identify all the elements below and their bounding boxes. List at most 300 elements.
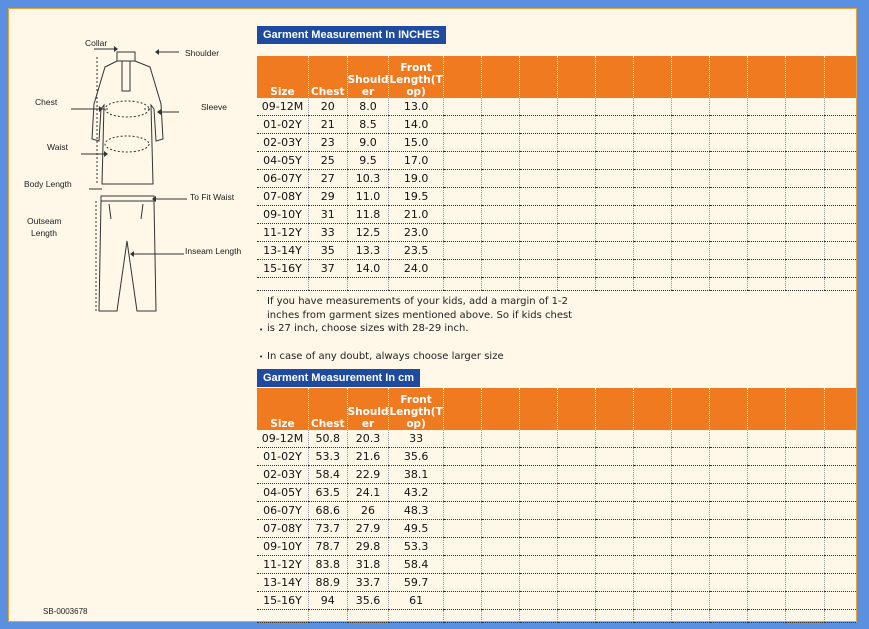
table-cell: 25 — [308, 152, 347, 170]
empty-cell — [786, 116, 824, 134]
empty-cell — [824, 448, 856, 466]
column-header: Size — [257, 56, 308, 98]
empty-cell — [519, 520, 557, 538]
empty-cell — [596, 206, 634, 224]
empty-cell — [519, 134, 557, 152]
table-cell: 21.0 — [389, 206, 443, 224]
empty-cell — [634, 188, 672, 206]
empty-cell — [824, 592, 856, 610]
empty-cell — [634, 610, 672, 623]
empty-cell — [710, 574, 748, 592]
table-cell: 14.0 — [389, 116, 443, 134]
bullet-icon: • — [259, 353, 264, 361]
empty-cell — [481, 610, 519, 623]
table-row — [257, 502, 856, 520]
empty-cell — [672, 188, 710, 206]
empty-cell — [557, 430, 595, 448]
empty-header-cell — [596, 388, 634, 430]
empty-cell — [672, 206, 710, 224]
empty-cell — [710, 116, 748, 134]
empty-cell — [519, 502, 557, 520]
empty-cell — [257, 278, 308, 291]
empty-cell — [557, 170, 595, 188]
empty-cell — [672, 170, 710, 188]
empty-header-cell — [519, 56, 557, 98]
table-row — [257, 448, 856, 466]
empty-cell — [672, 520, 710, 538]
empty-cell — [519, 278, 557, 291]
empty-header-cell — [710, 56, 748, 98]
empty-cell — [443, 610, 481, 623]
empty-cell — [748, 170, 786, 188]
table-cell: 06-07Y — [257, 170, 308, 188]
bullet-icon: • — [259, 326, 264, 334]
empty-cell — [481, 466, 519, 484]
empty-cell — [557, 98, 595, 116]
empty-cell — [481, 520, 519, 538]
garment-diagram — [9, 9, 259, 329]
empty-cell — [481, 206, 519, 224]
table-cell: 43.2 — [389, 484, 443, 502]
table-cell: 11-12Y — [257, 556, 308, 574]
empty-cell — [672, 556, 710, 574]
table-row — [257, 260, 856, 278]
empty-cell — [634, 520, 672, 538]
empty-cell — [672, 152, 710, 170]
empty-cell — [786, 448, 824, 466]
empty-cell — [786, 224, 824, 242]
empty-cell — [519, 206, 557, 224]
empty-cell — [710, 538, 748, 556]
table-cell: 35.6 — [389, 448, 443, 466]
empty-cell — [824, 574, 856, 592]
empty-cell — [443, 242, 481, 260]
table-row — [257, 592, 856, 610]
empty-cell — [519, 260, 557, 278]
empty-cell — [786, 484, 824, 502]
table-cell: 37 — [308, 260, 347, 278]
empty-cell — [786, 502, 824, 520]
empty-cell — [824, 98, 856, 116]
empty-cell — [748, 502, 786, 520]
empty-cell — [634, 466, 672, 484]
empty-cell — [443, 448, 481, 466]
empty-cell — [634, 502, 672, 520]
empty-cell — [481, 484, 519, 502]
empty-cell — [443, 224, 481, 242]
empty-cell — [443, 466, 481, 484]
empty-cell — [481, 278, 519, 291]
body-length-label: Body Length — [24, 179, 72, 189]
empty-header-cell — [672, 388, 710, 430]
inches-table-title: Garment Measurement In INCHES — [257, 26, 446, 44]
empty-cell — [481, 188, 519, 206]
empty-cell — [634, 242, 672, 260]
empty-cell — [596, 556, 634, 574]
empty-cell — [557, 448, 595, 466]
empty-cell — [519, 556, 557, 574]
empty-cell — [710, 430, 748, 448]
empty-cell — [596, 610, 634, 623]
table-row — [257, 430, 856, 448]
waist-label: Waist — [47, 142, 68, 152]
empty-cell — [443, 538, 481, 556]
table-cell: 9.0 — [347, 134, 389, 152]
table-cell: 19.5 — [389, 188, 443, 206]
table-cell: 63.5 — [308, 484, 347, 502]
empty-cell — [481, 152, 519, 170]
outseam-label-line2: Length — [31, 228, 57, 238]
table-cell: 88.9 — [308, 574, 347, 592]
empty-cell — [824, 134, 856, 152]
table-cell: 48.3 — [389, 502, 443, 520]
table-cell: 23 — [308, 134, 347, 152]
table-cell: 13.0 — [389, 98, 443, 116]
empty-cell — [443, 188, 481, 206]
sleeve-label: Sleeve — [201, 102, 227, 112]
empty-cell — [481, 134, 519, 152]
empty-cell — [443, 592, 481, 610]
table-cell: 21.6 — [347, 448, 389, 466]
empty-cell — [634, 260, 672, 278]
table-cell: 27 — [308, 170, 347, 188]
chest-label: Chest — [35, 97, 58, 107]
empty-cell — [786, 98, 824, 116]
empty-cell — [557, 278, 595, 291]
empty-cell — [824, 206, 856, 224]
table-cell: 26 — [347, 502, 389, 520]
table-row — [257, 242, 856, 260]
table-row — [257, 574, 856, 592]
table-cell: 07-08Y — [257, 188, 308, 206]
empty-cell — [519, 448, 557, 466]
empty-cell — [748, 484, 786, 502]
empty-cell — [634, 538, 672, 556]
empty-cell — [481, 538, 519, 556]
empty-cell — [443, 152, 481, 170]
empty-cell — [748, 520, 786, 538]
inches-size-table — [257, 56, 856, 291]
table-cell: 20 — [308, 98, 347, 116]
table-cell: 31.8 — [347, 556, 389, 574]
empty-cell — [710, 242, 748, 260]
empty-header-cell — [443, 56, 481, 98]
table-cell: 68.6 — [308, 502, 347, 520]
empty-cell — [308, 278, 347, 291]
table-cell: 59.7 — [389, 574, 443, 592]
table-cell: 01-02Y — [257, 116, 308, 134]
empty-cell — [596, 98, 634, 116]
empty-cell — [557, 574, 595, 592]
empty-cell — [710, 448, 748, 466]
empty-cell — [786, 206, 824, 224]
table-row — [257, 116, 856, 134]
table-cell: 94 — [308, 592, 347, 610]
empty-cell — [443, 170, 481, 188]
empty-cell — [748, 188, 786, 206]
empty-cell — [557, 466, 595, 484]
empty-cell — [596, 430, 634, 448]
empty-cell — [347, 610, 389, 623]
table-cell: 22.9 — [347, 466, 389, 484]
empty-cell — [347, 278, 389, 291]
column-header: Chest — [308, 56, 347, 98]
column-header: Front Length(T op) — [389, 56, 443, 98]
outseam-label-line1: Outseam — [27, 216, 62, 226]
empty-cell — [672, 538, 710, 556]
empty-cell — [481, 430, 519, 448]
empty-cell — [481, 98, 519, 116]
empty-cell — [443, 98, 481, 116]
empty-cell — [748, 610, 786, 623]
table-cell: 8.0 — [347, 98, 389, 116]
empty-cell — [786, 430, 824, 448]
empty-cell — [748, 134, 786, 152]
table-cell: 14.0 — [347, 260, 389, 278]
empty-cell — [710, 556, 748, 574]
table-cell: 23.5 — [389, 242, 443, 260]
table-cell: 12.5 — [347, 224, 389, 242]
table-cell: 07-08Y — [257, 520, 308, 538]
empty-cell — [557, 134, 595, 152]
empty-cell — [443, 556, 481, 574]
empty-cell — [596, 260, 634, 278]
empty-cell — [786, 466, 824, 484]
sku-code: SB-0003678 — [43, 607, 88, 616]
table-cell: 11.0 — [347, 188, 389, 206]
empty-cell — [710, 484, 748, 502]
empty-cell — [557, 610, 595, 623]
empty-cell — [672, 224, 710, 242]
empty-cell — [596, 116, 634, 134]
empty-cell — [748, 278, 786, 291]
table-cell: 09-10Y — [257, 538, 308, 556]
empty-cell — [519, 98, 557, 116]
size-chart-page — [8, 8, 857, 622]
doubt-note: In case of any doubt, always choose larger size — [267, 351, 504, 362]
table-cell: 38.1 — [389, 466, 443, 484]
empty-cell — [786, 610, 824, 623]
empty-cell — [672, 484, 710, 502]
empty-cell — [710, 134, 748, 152]
empty-cell — [824, 538, 856, 556]
empty-cell — [786, 574, 824, 592]
empty-cell — [672, 430, 710, 448]
empty-cell — [481, 260, 519, 278]
empty-header-cell — [634, 56, 672, 98]
table-row — [257, 224, 856, 242]
empty-cell — [481, 224, 519, 242]
empty-cell — [519, 170, 557, 188]
empty-cell — [308, 610, 347, 623]
empty-cell — [672, 116, 710, 134]
empty-cell — [748, 116, 786, 134]
empty-cell — [596, 520, 634, 538]
empty-cell — [824, 610, 856, 623]
table-cell: 24.0 — [389, 260, 443, 278]
empty-cell — [481, 242, 519, 260]
empty-cell — [443, 430, 481, 448]
table-cell: 24.1 — [347, 484, 389, 502]
empty-cell — [710, 224, 748, 242]
empty-cell — [748, 448, 786, 466]
table-row — [257, 152, 856, 170]
empty-cell — [596, 592, 634, 610]
empty-cell — [519, 116, 557, 134]
empty-cell — [557, 152, 595, 170]
empty-cell — [443, 484, 481, 502]
table-cell: 02-03Y — [257, 134, 308, 152]
empty-cell — [824, 520, 856, 538]
empty-cell — [748, 592, 786, 610]
table-cell: 35 — [308, 242, 347, 260]
shoulder-label: Shoulder — [185, 48, 220, 58]
empty-cell — [596, 242, 634, 260]
header-row — [257, 388, 856, 430]
empty-cell — [786, 260, 824, 278]
empty-cell — [824, 170, 856, 188]
empty-cell — [519, 484, 557, 502]
empty-cell — [748, 430, 786, 448]
table-row — [257, 188, 856, 206]
empty-cell — [596, 188, 634, 206]
empty-cell — [672, 242, 710, 260]
empty-cell — [634, 278, 672, 291]
empty-cell — [481, 502, 519, 520]
empty-cell — [257, 610, 308, 623]
empty-cell — [710, 152, 748, 170]
empty-cell — [824, 278, 856, 291]
empty-cell — [672, 592, 710, 610]
empty-cell — [824, 556, 856, 574]
empty-cell — [672, 134, 710, 152]
empty-cell — [481, 448, 519, 466]
empty-cell — [672, 260, 710, 278]
empty-cell — [824, 502, 856, 520]
empty-cell — [557, 502, 595, 520]
empty-cell — [443, 206, 481, 224]
empty-cell — [519, 188, 557, 206]
empty-cell — [634, 448, 672, 466]
empty-cell — [672, 502, 710, 520]
empty-cell — [634, 224, 672, 242]
table-cell: 53.3 — [389, 538, 443, 556]
empty-cell — [634, 206, 672, 224]
table-cell: 02-03Y — [257, 466, 308, 484]
table-cell: 33 — [389, 430, 443, 448]
empty-cell — [786, 242, 824, 260]
empty-cell — [672, 278, 710, 291]
empty-cell — [519, 574, 557, 592]
table-cell: 73.7 — [308, 520, 347, 538]
empty-cell — [824, 188, 856, 206]
empty-cell — [634, 134, 672, 152]
empty-cell — [748, 206, 786, 224]
empty-cell — [519, 152, 557, 170]
empty-cell — [557, 188, 595, 206]
empty-cell — [748, 466, 786, 484]
empty-cell — [443, 134, 481, 152]
table-cell: 09-12M — [257, 430, 308, 448]
empty-cell — [748, 242, 786, 260]
empty-cell — [634, 556, 672, 574]
empty-cell — [824, 116, 856, 134]
empty-cell — [634, 116, 672, 134]
empty-cell — [824, 224, 856, 242]
empty-cell — [519, 610, 557, 623]
inseam-length-label: Inseam Length — [185, 246, 242, 256]
empty-cell — [672, 448, 710, 466]
margin-note-line2: inches from garment sizes mentioned above. So if kids chest — [267, 309, 573, 321]
empty-cell — [710, 188, 748, 206]
margin-note-line3: is 27 inch, choose sizes with 28-29 inch. — [267, 323, 469, 334]
empty-cell — [672, 466, 710, 484]
empty-cell — [596, 448, 634, 466]
cm-table-title: Garment Measurement In cm — [257, 369, 420, 387]
empty-cell — [596, 466, 634, 484]
empty-header-cell — [596, 56, 634, 98]
empty-header-cell — [557, 388, 595, 430]
empty-cell — [824, 484, 856, 502]
empty-header-cell — [481, 388, 519, 430]
empty-cell — [786, 556, 824, 574]
table-cell: 49.5 — [389, 520, 443, 538]
empty-cell — [672, 574, 710, 592]
empty-cell — [519, 466, 557, 484]
empty-cell — [672, 610, 710, 623]
empty-cell — [824, 152, 856, 170]
empty-cell — [596, 152, 634, 170]
empty-cell — [710, 520, 748, 538]
margin-note-line1: If you have measurements of your kids, add a margin of 1-2 — [267, 296, 568, 307]
empty-cell — [786, 278, 824, 291]
table-cell: 78.7 — [308, 538, 347, 556]
empty-cell — [786, 520, 824, 538]
table-cell: 11-12Y — [257, 224, 308, 242]
cm-size-table — [257, 388, 856, 623]
table-cell: 53.3 — [308, 448, 347, 466]
empty-cell — [481, 116, 519, 134]
empty-cell — [389, 610, 443, 623]
empty-cell — [443, 260, 481, 278]
table-cell: 50.8 — [308, 430, 347, 448]
empty-cell — [824, 430, 856, 448]
empty-cell — [748, 538, 786, 556]
table-row — [257, 556, 856, 574]
empty-header-cell — [710, 388, 748, 430]
empty-cell — [481, 556, 519, 574]
table-cell: 9.5 — [347, 152, 389, 170]
empty-header-cell — [557, 56, 595, 98]
empty-cell — [596, 502, 634, 520]
empty-cell — [786, 538, 824, 556]
empty-header-cell — [748, 56, 786, 98]
empty-cell — [710, 592, 748, 610]
empty-cell — [443, 278, 481, 291]
table-cell: 21 — [308, 116, 347, 134]
table-cell: 04-05Y — [257, 152, 308, 170]
empty-header-cell — [443, 388, 481, 430]
empty-header-cell — [748, 388, 786, 430]
empty-cell — [481, 592, 519, 610]
empty-cell — [786, 170, 824, 188]
empty-cell — [634, 430, 672, 448]
table-cell: 31 — [308, 206, 347, 224]
empty-cell — [824, 260, 856, 278]
empty-header-cell — [519, 388, 557, 430]
empty-cell — [519, 242, 557, 260]
empty-cell — [519, 224, 557, 242]
